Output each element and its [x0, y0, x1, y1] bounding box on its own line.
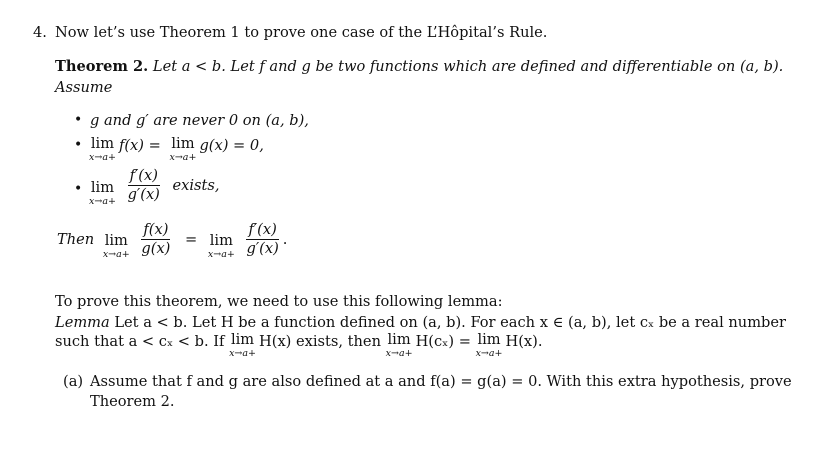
lemma-text: H(x) exists, then	[259, 333, 381, 350]
limit-operator: lim x→a+	[385, 331, 413, 359]
limit-operator: lim x→a+	[89, 179, 116, 207]
bullet-icon: •	[74, 181, 83, 197]
limit-operator: lim x→a+	[102, 232, 130, 260]
then-expression	[57, 222, 287, 259]
bullet3-tail: exists,	[172, 176, 220, 194]
equals-sign: =	[185, 231, 198, 249]
theorem-text: Let a < b. Let f and g be two functions which are defined and differentiable on (a, b).	[152, 58, 784, 75]
bullet2-g: g(x) = 0,	[199, 137, 264, 154]
limit-operator: lim x→a+	[229, 331, 257, 359]
lemma-line2	[55, 333, 543, 358]
limit-operator: lim x→a+	[207, 232, 235, 260]
bullet1-text: g and g′ are never 0 on (a, b),	[90, 112, 309, 129]
theorem-assume: Assume	[55, 79, 113, 96]
lemma-text: H(cₓ) =	[415, 333, 471, 350]
theorem-label: Theorem 2.	[55, 58, 149, 75]
limit-operator: lim x→a+	[89, 135, 116, 163]
part-a-line1: Assume that f and g are also defined at a and f(a) = g(a) = 0. With this extra hypothesis, prove	[90, 373, 792, 390]
lemma-label: Lemma	[55, 314, 110, 331]
lemma-line1	[55, 314, 786, 331]
bullet-icon: •	[74, 112, 83, 128]
limit-operator: lim x→a+	[169, 135, 197, 163]
prove-line: To prove this theorem, we need to use this following lemma:	[55, 293, 503, 310]
fraction: $\frac{f'(x)}{g'(x)}$	[127, 167, 160, 204]
lemma-text: H(x).	[505, 333, 543, 350]
bullet2-f: f(x) =	[118, 137, 161, 154]
then-word: Then	[57, 231, 95, 249]
part-a-line2: Theorem 2.	[90, 393, 175, 410]
fraction: $\frac{f'(x)}{g'(x)}$	[246, 221, 279, 258]
bullet3-expression	[89, 168, 220, 206]
part-a-label: (a)	[63, 373, 84, 390]
fraction: $\frac{f(x)}{g(x)}$	[141, 221, 171, 258]
bullet-icon: •	[74, 137, 83, 153]
item-number: 4.	[33, 24, 47, 41]
period: .	[282, 231, 288, 249]
lemma-text: Let a < b. Let H be a function defined on (a, b). For each x ∈ (a, b), let cₓ be a real number	[114, 314, 786, 331]
bullet2-expression	[89, 137, 264, 162]
lemma-text: such that a < cₓ < b. If	[55, 333, 225, 350]
theorem-statement-line1	[55, 58, 783, 75]
intro-text: Now let’s use Theorem 1 to prove one case of the L’Hôpital’s Rule.	[55, 24, 548, 41]
limit-operator: lim x→a+	[475, 331, 503, 359]
